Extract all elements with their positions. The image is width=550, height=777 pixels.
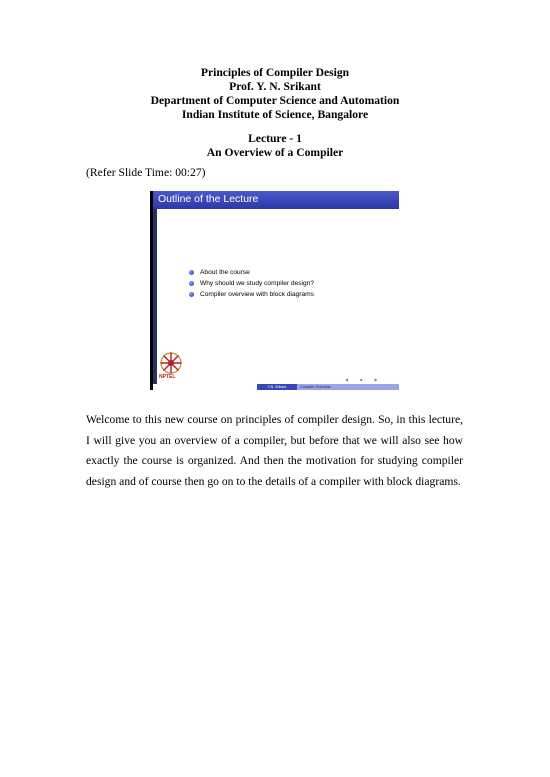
document-header [0, 66, 550, 122]
nptel-logo-text: NPTEL [159, 374, 176, 380]
nav-next-icon: ▶ [374, 377, 390, 382]
slide-bullet-text: Why should we study compiler design? [200, 280, 314, 287]
professor-name: Prof. Y. N. Srikant [229, 80, 321, 93]
transcript-paragraph: Welcome to this new course on principles of compiler design. So, in this lecture, I will give you an overview of a compiler, but before that we will also see how exactly the course is organized. And then the motivation for studying compiler design and of course then go on to the details of a compiler with block diagrams. [86, 413, 463, 488]
slide-titlebar [153, 191, 399, 209]
slide-bullet-item [189, 278, 314, 289]
nptel-logo-icon [158, 350, 184, 376]
slide-footer-left [153, 384, 257, 390]
lecture-number: Lecture - 1 [248, 132, 302, 145]
nav-prev-icon: ◀ [345, 377, 361, 382]
slide-bullet-item [189, 267, 314, 278]
bullet-dot-icon [189, 292, 194, 297]
slide-image [150, 191, 399, 390]
lecture-title: An Overview of a Compiler [206, 146, 344, 159]
slide-bullet-text: Compiler overview with block diagrams [200, 291, 314, 298]
course-title: Principles of Compiler Design [200, 66, 350, 79]
slide-nav-icons [345, 377, 390, 382]
refer-slide-time: (Refer Slide Time: 00:27) [86, 166, 206, 179]
slide-canvas [153, 191, 399, 390]
slide-title: Outline of the Lecture [158, 193, 259, 205]
nav-menu-icon: ■ [360, 377, 375, 382]
slide-footer-course: Compiler Overview [297, 384, 399, 390]
lecture-heading [0, 132, 550, 160]
slide-sidebar [153, 209, 157, 390]
slide-bullet-text: About the course [200, 269, 250, 276]
bullet-dot-icon [189, 281, 194, 286]
department-name: Department of Computer Science and Automation [150, 94, 400, 107]
slide-footer-author: Y.N. Srikant [257, 384, 297, 390]
slide-bullet-list [189, 267, 314, 300]
slide-footer [153, 384, 399, 390]
slide-bullet-item [189, 289, 314, 300]
institute-name: Indian Institute of Science, Bangalore [181, 108, 369, 121]
bullet-dot-icon [189, 270, 194, 275]
